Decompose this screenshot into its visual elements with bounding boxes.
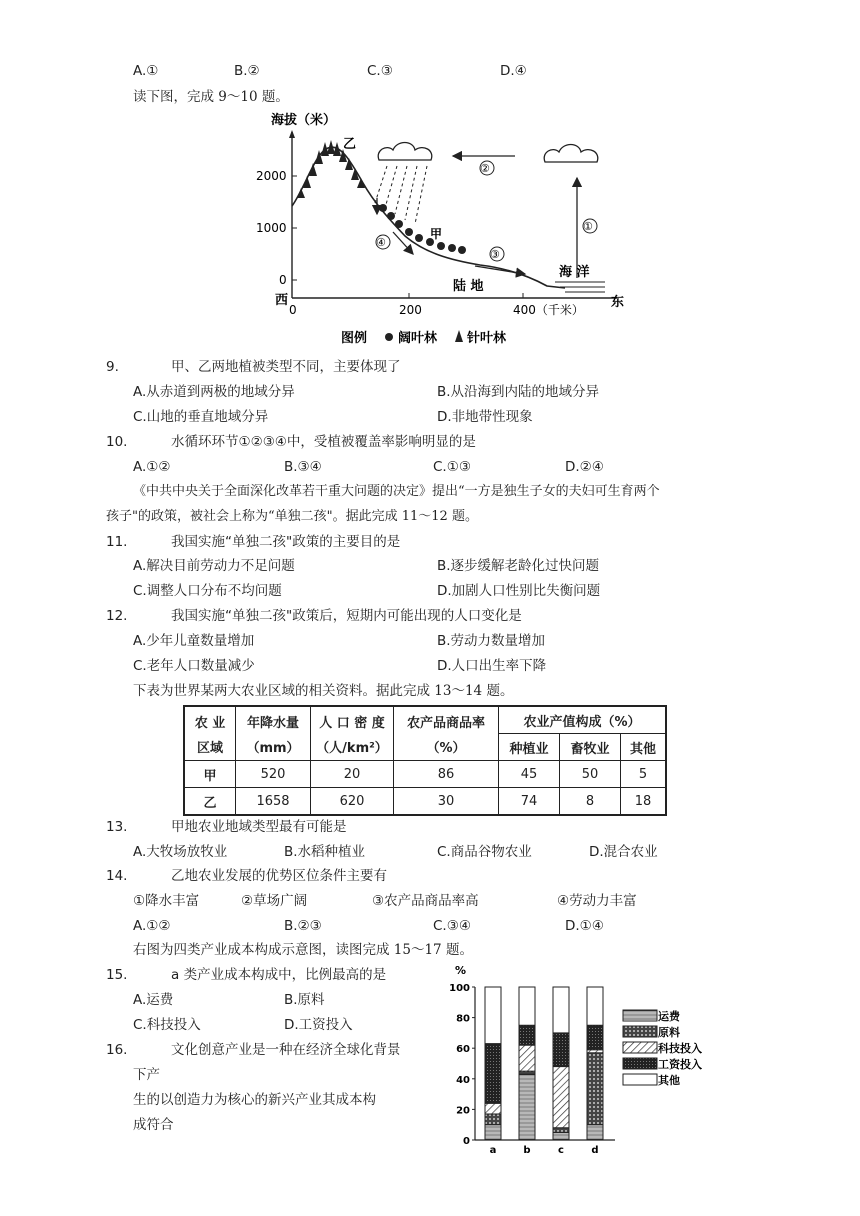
agriculture-table [183, 705, 667, 816]
q11-option-b: B.逐步缓解老龄化过快问题 [437, 558, 600, 574]
legend-title: 图例 [341, 331, 368, 346]
legend-swatch [623, 1074, 657, 1085]
th-density: 人 口 密 度 （人/km²） [311, 706, 394, 761]
arrow-4-label: ④ [376, 236, 386, 249]
y-tick-label: 100 [449, 983, 470, 994]
q13-option-c: C.商品谷物农业 [437, 844, 532, 860]
q15-number: 15. [106, 967, 128, 983]
th-crop: 种植业 [499, 734, 560, 761]
y-tick-label: 80 [456, 1013, 470, 1025]
q10-option-d: D.②④ [565, 459, 604, 475]
th-region: 农 业 区域 [184, 706, 236, 761]
bar-segment-c [553, 1067, 569, 1128]
q9-stem: 甲、乙两地植被类型不同，主要体现了 [171, 359, 401, 375]
q16-stem-line4: 成符合 [133, 1117, 174, 1133]
q11-option-d: D.加剧人口性别比失衡问题 [437, 583, 601, 599]
q14-stem: 乙地农业发展的优势区位条件主要有 [171, 868, 387, 884]
legend-conifer: 针叶林 [467, 331, 507, 346]
q14-option-c: C.③④ [433, 918, 471, 934]
legend-swatch [623, 1026, 657, 1037]
legend-swatch [623, 1042, 657, 1053]
x-tick-label: b [523, 1145, 531, 1156]
ocean-label: 海 洋 [559, 265, 590, 280]
ytick-1000: 1000 [256, 221, 287, 235]
bar-segment-d [587, 987, 603, 1025]
intro-13-14: 下表为世界某两大农业区域的相关资料。据此完成 13～14 题。 [133, 683, 514, 699]
q11-stem: 我国实施“单独二孩"政策的主要目的是 [171, 534, 401, 550]
q11-option-a: A.解决目前劳动力不足问题 [133, 558, 295, 574]
arrow-2-label: ② [480, 162, 490, 175]
yi-label: 乙 [343, 137, 357, 152]
legend-label: 科技投入 [658, 1042, 702, 1055]
q8-option-a: A.① [133, 63, 159, 79]
bar-segment-b [519, 1025, 535, 1045]
arrow-1-label: ① [583, 220, 593, 233]
bar-segment-c [553, 1033, 569, 1067]
q16-stem-line2: 下产 [133, 1067, 160, 1083]
th-other: 其他 [621, 734, 667, 761]
legend-label: 其他 [658, 1074, 680, 1087]
q9-option-c: C.山地的垂直地域分异 [133, 409, 269, 425]
q16-stem-line3: 生的以创造力为核心的新兴产业其成本构 [133, 1092, 376, 1108]
q12-option-b: B.劳动力数量增加 [437, 633, 546, 649]
q10-option-b: B.③④ [284, 459, 322, 475]
q9-option-b: B.从沿海到内陆的地域分异 [437, 384, 600, 400]
q14-cond-4: ④劳动力丰富 [557, 893, 637, 909]
th-output: 农业产值构成（%） [499, 706, 667, 734]
q11-option-c: C.调整人口分布不均问题 [133, 583, 282, 599]
east-label: 东 [611, 295, 625, 310]
q14-cond-1: ①降水丰富 [133, 893, 200, 909]
legend-swatch [623, 1058, 657, 1069]
q15-stem: a 类产业成本构成中，比例最高的是 [171, 967, 387, 983]
q11-number: 11. [106, 534, 128, 550]
q13-stem: 甲地农业地域类型最有可能是 [171, 819, 347, 835]
q16-stem-line1: 文化创意产业是一种在经济全球化背景 [171, 1042, 401, 1058]
y-tick-label: 60 [456, 1044, 470, 1056]
bar-segment-d [587, 1025, 603, 1049]
th-rain: 年降水量 （mm） [236, 706, 311, 761]
legend-swatch [623, 1010, 657, 1021]
q8-option-d: D.④ [500, 63, 527, 79]
legend-label: 运费 [658, 1010, 680, 1023]
chart-ylabel: % [455, 964, 467, 977]
xtick-400: 400（千米） [513, 303, 584, 317]
q15-option-d: D.工资投入 [284, 1017, 353, 1033]
q9-option-a: A.从赤道到两极的地域分异 [133, 384, 295, 400]
q14-number: 14. [106, 868, 128, 884]
broadleaf-trees [379, 204, 466, 254]
legend-label: 工资投入 [658, 1058, 702, 1071]
y-tick-label: 0 [463, 1136, 470, 1147]
q10-option-c: C.①③ [433, 459, 471, 475]
terrain-surface [292, 147, 565, 288]
land-label: 陆 地 [453, 279, 484, 294]
legend-broadleaf: 阔叶林 [398, 331, 438, 346]
intro-15-17: 右图为四类产业成本构成示意图，读图完成 15～17 题。 [133, 942, 473, 958]
ytick-2000: 2000 [256, 169, 287, 183]
bar-segment-b [519, 987, 535, 1025]
terrain-profile-diagram [256, 108, 635, 348]
cloud-right [544, 145, 598, 163]
bar-segment-a [485, 1103, 501, 1114]
q14-option-a: A.①② [133, 918, 171, 934]
table-row: 乙 1658 620 30 74 8 18 [184, 788, 666, 816]
bar-segment-c [553, 1128, 569, 1133]
xtick-0: 0 [289, 303, 297, 317]
cost-structure-chart [445, 962, 715, 1162]
y-tick-label: 40 [456, 1074, 470, 1086]
bar-segment-d [587, 1053, 603, 1125]
ytick-0: 0 [279, 273, 287, 287]
arrow-3-label: ③ [490, 248, 500, 261]
q8-option-b: B.② [234, 63, 260, 79]
x-tick-label: c [558, 1145, 564, 1156]
q13-option-a: A.大牧场放牧业 [133, 844, 228, 860]
intro-11-12-line2: 孩子"的政策，被社会上称为“单独二孩"。据此完成 11～12 题。 [106, 509, 478, 524]
q15-option-c: C.科技投入 [133, 1017, 201, 1033]
q14-option-d: D.①④ [565, 918, 604, 934]
west-label: 西 [275, 293, 289, 308]
legend-label: 原料 [658, 1026, 680, 1039]
bar-segment-c [553, 1132, 569, 1140]
intro-11-12-line1: 《中共中央关于全面深化改革若干重大问题的决定》提出“一方是独生子女的夫妇可生育两个 [133, 484, 660, 499]
table-row: 甲 520 20 86 45 50 5 [184, 761, 666, 788]
th-livestock: 畜牧业 [560, 734, 621, 761]
jia-label: 甲 [430, 227, 443, 241]
q14-cond-2: ②草场广阔 [241, 893, 308, 909]
intro-9-10: 读下图，完成 9～10 题。 [133, 89, 289, 105]
profile-ylabel: 海拔（米） [271, 113, 337, 128]
q13-option-d: D.混合农业 [589, 844, 658, 860]
q12-option-c: C.老年人口数量减少 [133, 658, 255, 674]
th-commodity: 农产品商品率 （%） [394, 706, 499, 761]
q8-option-c: C.③ [367, 63, 393, 79]
bar-segment-c [553, 987, 569, 1033]
bar-segment-a [485, 1125, 501, 1140]
q15-option-b: B.原料 [284, 992, 325, 1008]
q10-option-a: A.①② [133, 459, 171, 475]
q12-number: 12. [106, 608, 128, 624]
q13-number: 13. [106, 819, 128, 835]
cloud-left [378, 143, 432, 161]
bar-segment-a [485, 1044, 501, 1104]
q9-option-d: D.非地带性现象 [437, 409, 533, 425]
xtick-200: 200 [399, 303, 422, 317]
q10-number: 10. [106, 434, 128, 450]
bar-segment-b [519, 1045, 535, 1071]
q16-number: 16. [106, 1042, 128, 1058]
q9-number: 9. [106, 359, 119, 375]
q10-stem: 水循环环节①②③④中，受植被覆盖率影响明显的是 [171, 434, 476, 450]
q14-option-b: B.②③ [284, 918, 322, 934]
bar-segment-a [485, 987, 501, 1044]
q13-option-b: B.水稻种植业 [284, 844, 366, 860]
q15-option-a: A.运费 [133, 992, 174, 1008]
bar-segment-d [587, 1125, 603, 1140]
y-tick-label: 20 [456, 1105, 470, 1117]
q12-option-d: D.人口出生率下降 [437, 658, 547, 674]
q12-option-a: A.少年儿童数量增加 [133, 633, 255, 649]
x-tick-label: a [489, 1145, 497, 1156]
q12-stem: 我国实施“单独二孩"政策后，短期内可能出现的人口变化是 [171, 608, 522, 624]
bar-segment-b [519, 1074, 535, 1140]
x-tick-label: d [591, 1145, 599, 1156]
q14-cond-3: ③农产品商品率高 [372, 893, 479, 909]
bar-segment-a [485, 1114, 501, 1125]
